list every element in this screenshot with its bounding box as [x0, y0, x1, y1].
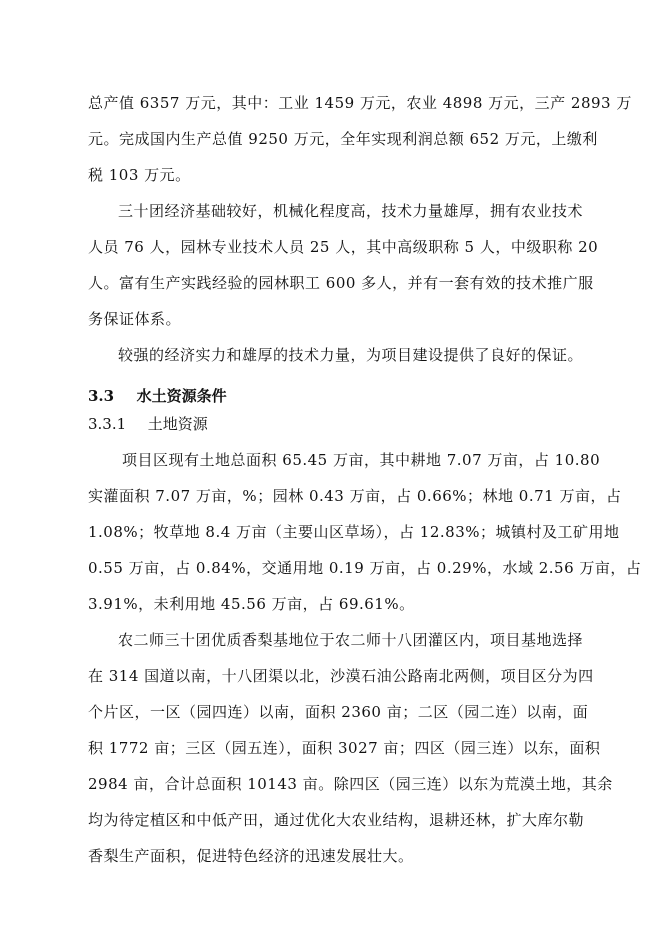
subsection-number: 3.3.1: [88, 415, 127, 433]
text-line: 积 1772 亩；三区（园五连），面积 3027 亩；四区（园三连）以东，面积: [88, 739, 601, 757]
text-line: 个片区，一区（园四连）以南，面积 2360 亩；二区（园二连）以南，面: [88, 703, 589, 721]
subsection-title: 土地资源: [147, 415, 208, 433]
text-line: 实灌面积 7.07 万亩，%；园林 0.43 万亩，占 0.66%；林地 0.71 万亩，占: [88, 487, 622, 505]
text-line: 较强的经济实力和雄厚的技术力量，为项目建设提供了良好的保证。: [118, 346, 584, 364]
text-line: 务保证体系。: [88, 310, 182, 328]
text-line: 0.55 万亩，占 0.84%，交通用地 0.19 万亩，占 0.29%，水域 2.56 万亩，占: [88, 559, 642, 577]
text-line: 在 314 国道以南，十八团渠以北，沙漠石油公路南北两侧，项目区分为四: [88, 667, 594, 685]
text-line: 人。富有生产实践经验的园林职工 600 多人，并有一套有效的技术推广服: [88, 274, 594, 292]
subsection-heading: [88, 414, 208, 434]
text-line: 项目区现有土地总面积 65.45 万亩，其中耕地 7.07 万亩，占 10.80: [122, 451, 601, 469]
text-line: 元。完成国内生产总值 9250 万元，全年实现利润总额 652 万元，上缴利: [88, 130, 598, 148]
text-line: 三十团经济基础较好，机械化程度高，技术力量雄厚，拥有农业技术: [118, 202, 584, 220]
text-line: 均为待定植区和中低产田，通过优化大农业结构，退耕还林，扩大库尔勒: [88, 811, 585, 829]
section-number: 3.3: [88, 387, 115, 405]
text-line: 2984 亩，合计总面积 10143 亩。除四区（园三连）以东为荒漠土地，其余: [88, 775, 613, 793]
text-line: 税 103 万元。: [88, 166, 191, 184]
text-line: 香梨生产面积，促进特色经济的迅速发展壮大。: [88, 847, 414, 865]
text-line: 3.91%，未利用地 45.56 万亩，占 69.61%。: [88, 595, 415, 613]
section-title: 水土资源条件: [136, 387, 227, 405]
text-line: 农二师三十团优质香梨基地位于农二师十八团灌区内，项目基地选择: [118, 631, 584, 649]
text-line: 人员 76 人，园林专业技术人员 25 人，其中高级职称 5 人，中级职称 20: [88, 238, 599, 256]
section-heading: [88, 386, 227, 406]
text-line: 总产值 6357 万元，其中：工业 1459 万元，农业 4898 万元，三产 2893 万: [88, 94, 632, 112]
text-line: 1.08%；牧草地 8.4 万亩（主要山区草场），占 12.83%；城镇村及工矿用地: [88, 523, 620, 541]
